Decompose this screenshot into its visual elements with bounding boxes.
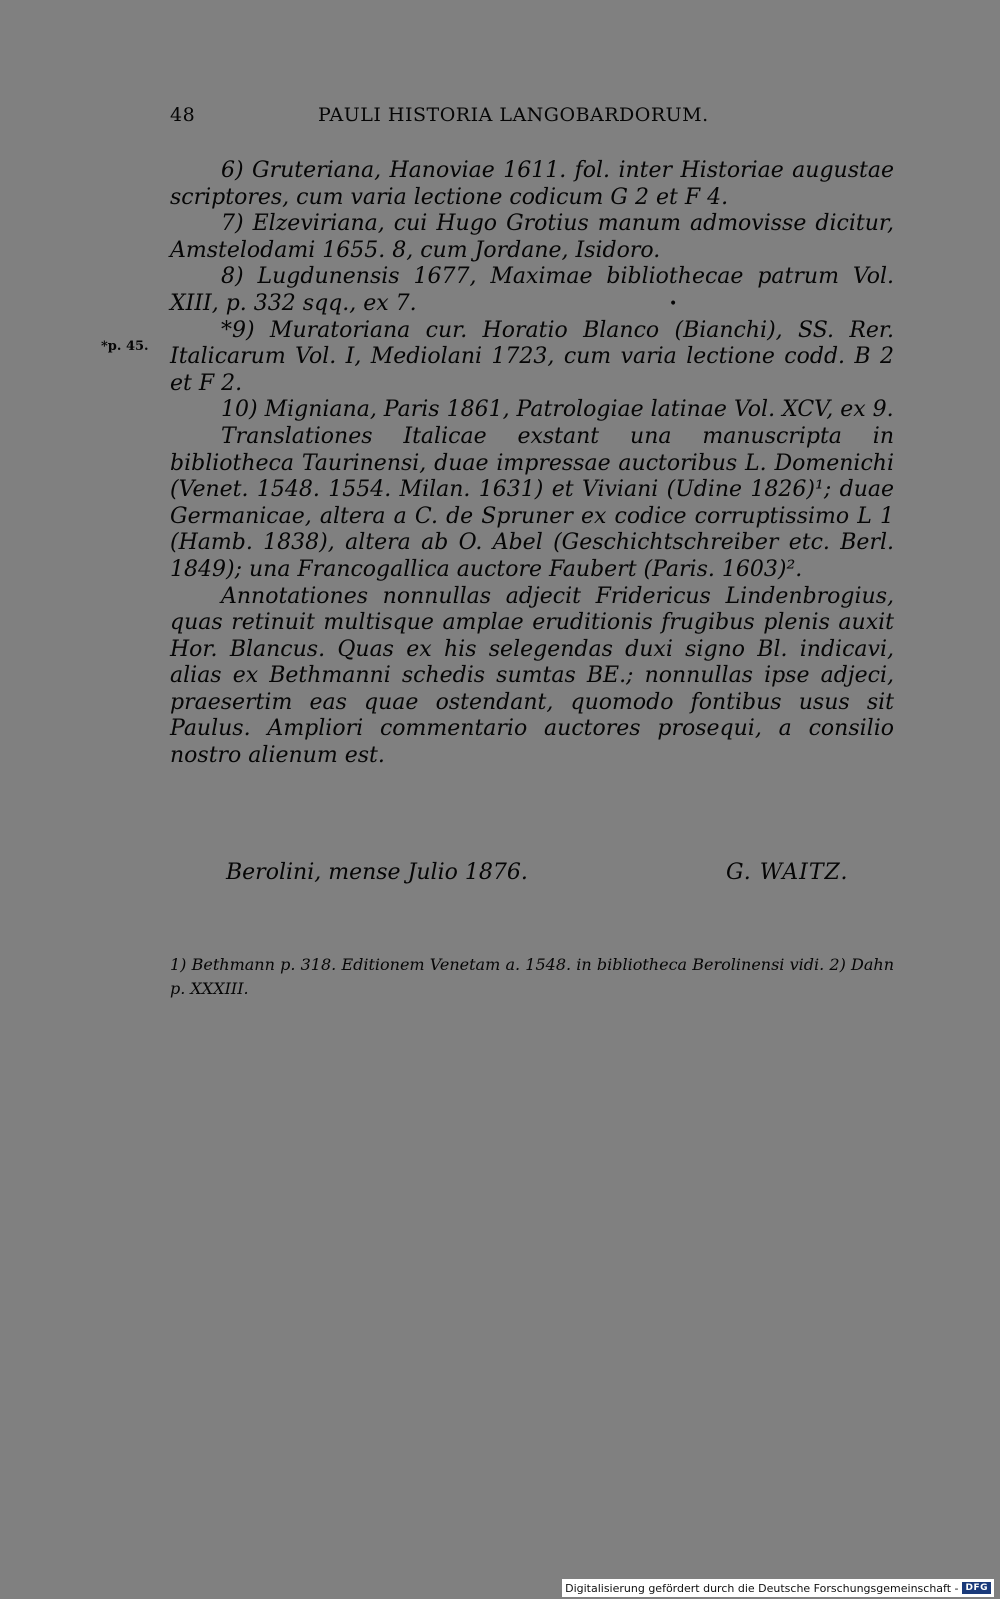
margin-page-reference: *p. 45.: [101, 339, 149, 354]
edition-item-6: 6) Gruteriana, Hanoviae 1611. fol. inter Historiae augustae scriptores, cum varia lectione codicum G 2 et F 4.: [170, 158, 894, 210]
credit-text: Digitalisierung gefördert durch die Deutsche Forschungsgemeinschaft -: [565, 1581, 959, 1595]
edition-item-9: *9) Muratoriana cur. Horatio Blanco (Bianchi), SS. Rer. Italicarum Vol. I, Mediolani 1723, cum varia lectione codd. B 2 et F 2.: [170, 317, 894, 396]
stray-mark: •: [669, 296, 678, 312]
dfg-logo: DFG: [962, 1582, 991, 1594]
body-text: [170, 158, 894, 770]
running-header: [170, 104, 890, 134]
author-signature: G. WAITZ.: [726, 860, 849, 885]
digitization-credit: [562, 1579, 994, 1597]
place-date: Berolini, mense Julio 1876.: [226, 860, 528, 885]
footnotes: 1) Bethmann p. 318. Editionem Venetam a. 1548. in bibliotheca Berolinensi vidi. 2) Dahn p. XXXIII.: [170, 955, 894, 998]
edition-item-10: 10) Migniana, Paris 1861, Patrologiae latinae Vol. XCV, ex 9.: [221, 397, 894, 423]
edition-item-7: 7) Elzeviriana, cui Hugo Grotius manum admovisse dicitur, Amstelodami 1655. 8, cum Jordane, Isidoro.: [170, 211, 894, 263]
annotations-paragraph: Annotationes nonnullas adjecit Fridericus Lindenbrogius, quas retinuit multisque amplae eruditionis frugibus plenis auxit Hor. Blancus. Quas ex his selegendas duxi signo Bl. indicavi, alias ex Bethmanni schedis sumtas BE.; nonnullas ipse adjeci, praesertim eas quae ostendant, quomodo fontibus usus sit Paulus. Ampliori commentario auctores prosequi, a consilio nostro alienum est.: [170, 583, 894, 769]
translations-paragraph: Translationes Italicae exstant una manuscripta in bibliotheca Taurinensi, duae impressae auctoribus L. Domenichi (Venet. 1548. 1554. Milan. 1631) et Viviani (Udine 1826)¹; duae Germanicae, altera a C. de Spruner ex codice corruptissimo L 1 (Hamb. 1838), altera ab O. Abel (Geschichtschreiber etc. Berl. 1849); una Francogallica auctore Faubert (Paris. 1603)².: [170, 423, 894, 582]
edition-item-8: 8) Lugdunensis 1677, Maximae bibliothecae patrum Vol. XIII, p. 332 sqq., ex 7.: [170, 264, 894, 316]
page-number: 48: [170, 104, 196, 126]
running-title: PAULI HISTORIA LANGOBARDORUM.: [318, 104, 709, 126]
